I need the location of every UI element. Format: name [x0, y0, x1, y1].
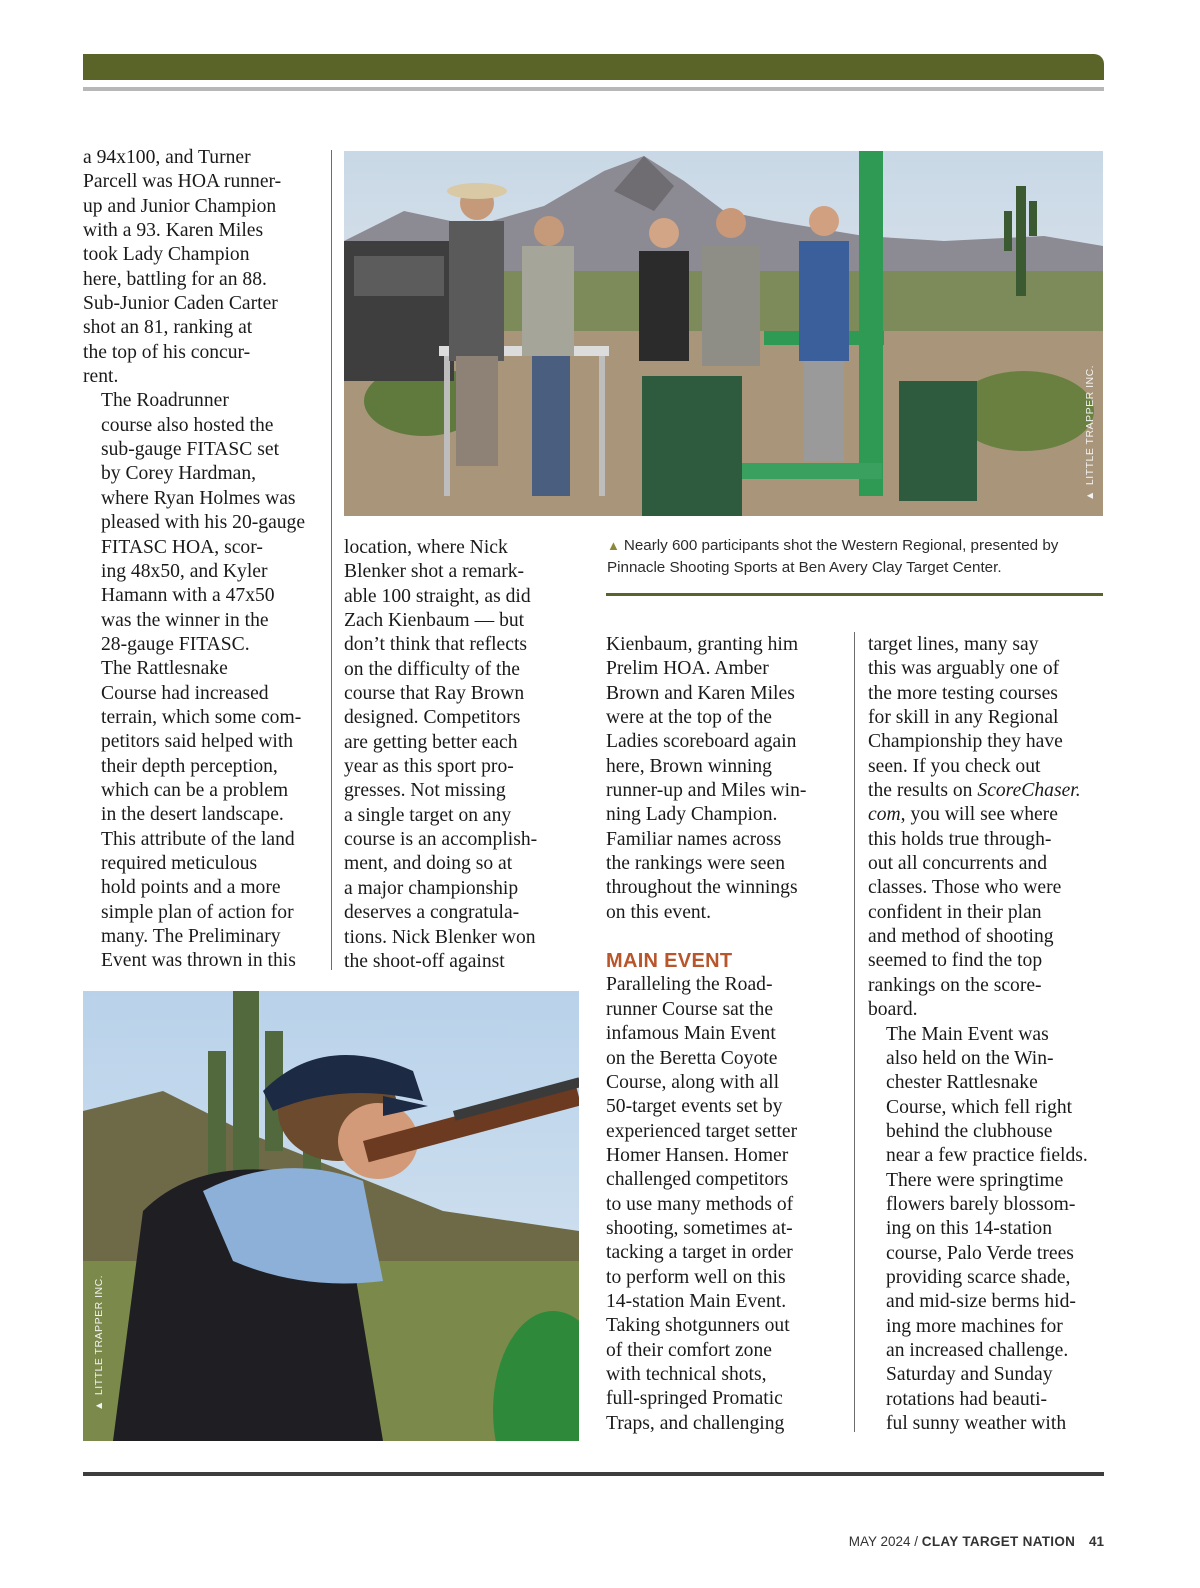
text-line: Paralleling the Road- [606, 974, 773, 996]
text-line: on this event. [606, 901, 712, 923]
header-rule [83, 87, 1104, 91]
text-line: on the Beretta Coyote [606, 1047, 778, 1069]
text-line: the results on ScoreChaser. [868, 780, 1081, 802]
text-line: up and Junior Champion [83, 195, 277, 217]
text-line: Championship they have [868, 731, 1063, 753]
text-line: 50-target events set by [606, 1096, 783, 1118]
text-line: The Roadrunner [101, 390, 229, 412]
text-line: chester Rattlesnake [886, 1072, 1038, 1094]
text-line: board. [868, 999, 918, 1021]
text-line: designed. Competitors [344, 707, 521, 729]
text-line: the rankings were seen [606, 853, 785, 875]
paragraph [606, 633, 844, 925]
paragraph [868, 633, 1104, 1023]
text-line: simple plan of action for [101, 901, 294, 923]
text-line: seemed to find the top [868, 950, 1043, 972]
text-line: in the desert landscape. [101, 804, 284, 826]
paragraph [868, 1023, 1104, 1437]
text-line: Brown and Karen Miles [606, 682, 795, 704]
text-line: pleased with his 20-gauge [101, 512, 306, 534]
text-line: out all concurrents and [868, 853, 1048, 875]
text-line: course also hosted the [101, 414, 274, 436]
text-line: rankings on the score- [868, 974, 1042, 996]
text-line: Parcell was HOA runner- [83, 171, 282, 193]
paragraph [83, 389, 321, 657]
text-line: on the difficulty of the [344, 658, 520, 680]
text-line: the shoot-off against [344, 950, 505, 972]
text-line: and mid-size berms hid- [886, 1291, 1076, 1313]
text-line: Kienbaum, granting him [606, 634, 799, 655]
text-line: course that Ray Brown [344, 683, 525, 705]
text-line: a single target on any [344, 804, 512, 826]
photo-shooter [83, 991, 579, 1441]
text-line: where Ryan Holmes was [101, 487, 296, 509]
text-line: also held on the Win- [886, 1047, 1054, 1069]
text-line: Prelim HOA. Amber [606, 658, 769, 680]
text-line: classes. Those who were [868, 877, 1062, 899]
text-line: confident in their plan [868, 901, 1042, 923]
page-number: 41 [1088, 1534, 1104, 1549]
text-line: rent. [83, 366, 119, 388]
text-line: for skill in any Regional [868, 707, 1059, 729]
text-line: course is an accomplish- [344, 829, 538, 851]
text-line: many. The Preliminary [101, 926, 281, 947]
paragraph [83, 146, 321, 389]
text-line: experienced target setter [606, 1120, 798, 1142]
paragraph [606, 973, 844, 1436]
header-bar [83, 54, 1104, 80]
text-line: required meticulous [101, 852, 258, 874]
text-column-4 [868, 633, 1104, 1436]
text-line: were at the top of the [606, 707, 772, 729]
text-line: This attribute of the land [101, 828, 295, 850]
text-line: Event was thrown in this [101, 950, 296, 972]
text-line: which can be a problem [101, 779, 289, 801]
text-line: their depth perception, [101, 755, 278, 777]
text-line: Taking shotgunners out [606, 1315, 790, 1337]
text-line: Blenker shot a remark- [344, 561, 525, 583]
text-line: to use many methods of [606, 1193, 794, 1215]
photo-credit: ▲LITTLE TRAPPER INC. [93, 1274, 105, 1411]
text-line: Saturday and Sunday [886, 1364, 1053, 1386]
text-column-3 [606, 633, 844, 1436]
paragraph [83, 657, 321, 973]
text-line: shot an 81, ranking at [83, 317, 253, 339]
text-line: runner-up and Miles win- [606, 780, 807, 802]
text-line: here, battling for an 88. [83, 268, 267, 290]
text-column-2 [344, 536, 576, 974]
text-line: location, where Nick [344, 537, 508, 558]
text-line: Zach Kienbaum — but [344, 610, 525, 632]
text-line: with technical shots, [606, 1363, 767, 1385]
text-line: 28-gauge FITASC. [101, 633, 250, 655]
footer-magazine: CLAY TARGET NATION [921, 1534, 1076, 1549]
text-line: ing more machines for [886, 1315, 1063, 1337]
text-line: There were springtime [886, 1169, 1064, 1191]
text-line: Hamann with a 47x50 [101, 585, 275, 607]
caption-triangle-icon: ▲ [607, 538, 620, 553]
photo-caption: ▲ Nearly 600 participants shot the Western Regional, presented by Pinnacle Shooting Sports at Ben Avery Clay Target Center. [607, 537, 1059, 576]
photo-participants-station [344, 151, 1103, 516]
page-footer [849, 1534, 1104, 1549]
text-line: target lines, many say [868, 634, 1039, 655]
text-line: Course, which fell right [886, 1096, 1073, 1118]
text-line: the more testing courses [868, 682, 1058, 704]
caption-rule [606, 593, 1103, 596]
text-line: flowers barely blossom- [886, 1193, 1076, 1215]
text-line: shooting, sometimes at- [606, 1217, 793, 1239]
paragraph [344, 536, 576, 974]
text-line: petitors said helped with [101, 731, 294, 753]
text-line: behind the clubhouse [886, 1120, 1053, 1142]
text-line: The Main Event was [886, 1023, 1049, 1045]
text-line: infamous Main Event [606, 1023, 776, 1045]
footer-rule [83, 1472, 1104, 1476]
text-line: a 94x100, and Turner [83, 147, 251, 168]
text-line: tacking a target in order [606, 1242, 793, 1264]
text-line: the top of his concur- [83, 341, 251, 363]
text-line: Familiar names across [606, 828, 782, 850]
text-line: com, you will see where [868, 804, 1058, 826]
text-line: Traps, and challenging [606, 1412, 785, 1434]
text-line: was the winner in the [101, 609, 269, 631]
text-line: this was arguably one of [868, 658, 1060, 680]
text-line: near a few practice fields. [886, 1145, 1088, 1167]
column-divider [331, 150, 332, 970]
text-line: terrain, which some com- [101, 706, 302, 728]
column-divider [854, 632, 855, 1432]
text-line: to perform well on this [606, 1266, 786, 1288]
text-line: ment, and doing so at [344, 853, 513, 875]
text-line: seen. If you check out [868, 755, 1041, 777]
text-line: throughout the winnings [606, 877, 798, 899]
text-line: are getting better each [344, 731, 518, 753]
text-line: deserves a congratula- [344, 902, 520, 924]
text-line: The Rattlesnake [101, 658, 228, 680]
text-line: with a 93. Karen Miles [83, 220, 264, 242]
text-line: ing on this 14-station [886, 1218, 1053, 1240]
text-line: course, Palo Verde trees [886, 1242, 1074, 1264]
text-line: runner Course sat the [606, 998, 774, 1020]
text-line: ning Lady Champion. [606, 804, 778, 826]
text-line: sub-gauge FITASC set [101, 439, 280, 461]
text-line: an increased challenge. [886, 1339, 1069, 1361]
text-line: by Corey Hardman, [101, 463, 257, 485]
text-line: Course, along with all [606, 1071, 780, 1093]
text-line: tions. Nick Blenker won [344, 926, 536, 948]
text-line: hold points and a more [101, 877, 281, 899]
text-line: ing 48x50, and Kyler [101, 560, 268, 582]
text-line: Course had increased [101, 682, 269, 704]
text-line: providing scarce shade, [886, 1266, 1071, 1288]
text-line: full-springed Promatic [606, 1388, 783, 1410]
text-line: challenged competitors [606, 1169, 789, 1191]
text-line: 14-station Main Event. [606, 1290, 787, 1312]
text-line: and method of shooting [868, 926, 1054, 948]
photo-credit: ▲LITTLE TRAPPER INC. [1084, 364, 1096, 501]
text-line: Ladies scoreboard again [606, 731, 797, 753]
text-line: of their comfort zone [606, 1339, 772, 1361]
text-line: able 100 straight, as did [344, 585, 531, 607]
text-line: this holds true through- [868, 828, 1052, 850]
text-line: ful sunny weather with [886, 1413, 1067, 1434]
footer-issue: MAY 2024 [848, 1534, 911, 1549]
text-line: here, Brown winning [606, 755, 772, 777]
text-column-1 [83, 146, 321, 974]
text-line: FITASC HOA, scor- [101, 536, 263, 558]
text-line: year as this sport pro- [344, 756, 514, 778]
footer-separator: / [914, 1534, 919, 1549]
text-line: a major championship [344, 877, 519, 899]
text-line: Homer Hansen. Homer [606, 1144, 789, 1166]
text-line: gresses. Not missing [344, 780, 506, 802]
text-line: rotations had beauti- [886, 1388, 1048, 1410]
text-line: Sub-Junior Caden Carter [83, 293, 278, 315]
text-line: don’t think that reflects [344, 634, 528, 656]
text-line: took Lady Champion [83, 244, 250, 266]
section-heading: MAIN EVENT [606, 950, 733, 973]
